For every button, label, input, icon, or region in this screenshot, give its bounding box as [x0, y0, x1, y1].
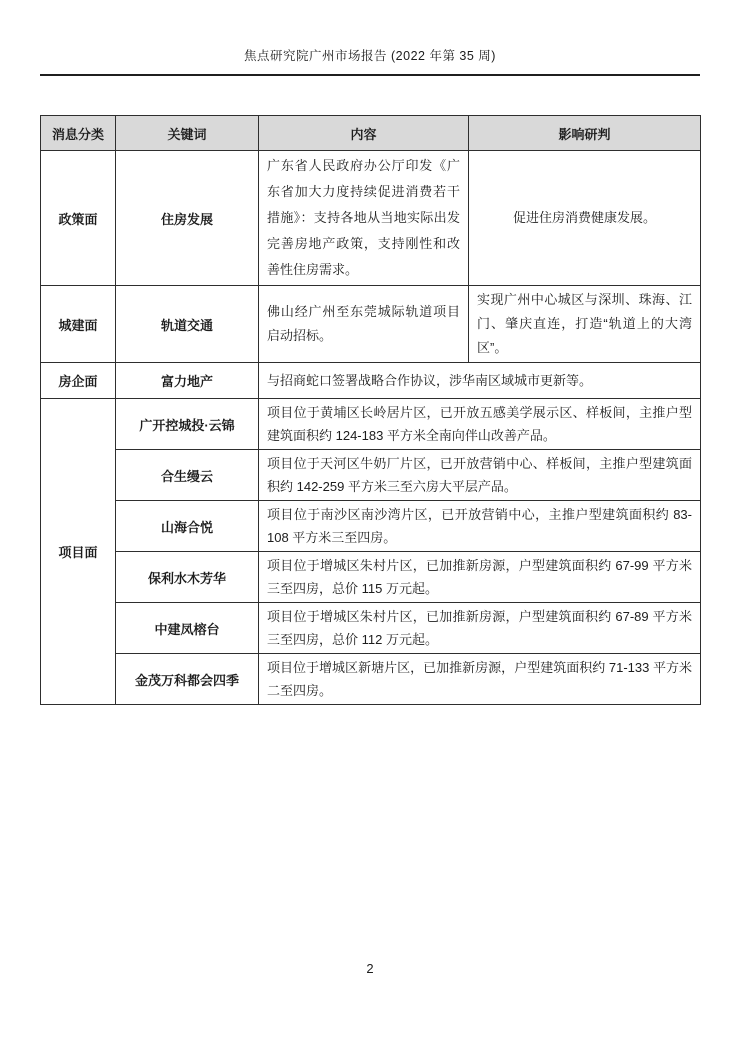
content-cell: 项目位于增城区朱村片区，已加推新房源，户型建筑面积约 67-99 平方米三至四房，总价 115 万元起。: [259, 552, 701, 603]
column-header-category: 消息分类: [41, 116, 116, 151]
content-cell: 与招商蛇口签署战略合作协议，涉华南区域城市更新等。: [259, 363, 701, 399]
table-row: [41, 151, 701, 286]
keyword-cell: 住房发展: [116, 151, 259, 286]
keyword-cell: 广开控城投·云锦: [116, 399, 259, 450]
content-cell: 佛山经广州至东莞城际轨道项目启动招标。: [259, 286, 469, 363]
content-cell: 项目位于南沙区南沙湾片区，已开放营销中心，主推户型建筑面积约 83-108 平方米三至四房。: [259, 501, 701, 552]
column-header-keyword: 关键词: [116, 116, 259, 151]
table-row: [41, 654, 701, 705]
content-cell: 项目位于增城区新塘片区，已加推新房源，户型建筑面积约 71-133 平方米二至四房。: [259, 654, 701, 705]
column-header-impact: 影响研判: [469, 116, 701, 151]
category-cell: 项目面: [41, 399, 116, 705]
content-cell: 项目位于增城区朱村片区，已加推新房源，户型建筑面积约 67-89 平方米三至四房，总价 112 万元起。: [259, 603, 701, 654]
table-row: [41, 603, 701, 654]
table-row: [41, 552, 701, 603]
keyword-cell: 轨道交通: [116, 286, 259, 363]
keyword-cell: 中建凤榕台: [116, 603, 259, 654]
category-cell: 城建面: [41, 286, 116, 363]
news-table: [40, 115, 701, 705]
content-cell: 广东省人民政府办公厅印发《广东省加大力度持续促进消费若干措施》：支持各地从当地实际出发完善房地产政策，支持刚性和改善性住房需求。: [259, 151, 469, 286]
keyword-cell: 富力地产: [116, 363, 259, 399]
report-header: [40, 46, 700, 76]
content-cell: 项目位于黄埔区长岭居片区，已开放五感美学展示区、样板间，主推户型建筑面积约 124-183 平方米全南向伴山改善产品。: [259, 399, 701, 450]
table-row: [41, 286, 701, 363]
category-cell: 房企面: [41, 363, 116, 399]
content-cell: 项目位于天河区牛奶厂片区，已开放营销中心、样板间，主推户型建筑面积约 142-259 平方米三至六房大平层产品。: [259, 450, 701, 501]
impact-cell: 实现广州中心城区与深圳、珠海、江门、肇庆直连，打造“轨道上的大湾区”。: [469, 286, 701, 363]
table-row: [41, 363, 701, 399]
page-number: 2: [366, 961, 374, 976]
table-header-row: [41, 116, 701, 151]
column-header-content: 内容: [259, 116, 469, 151]
category-cell: 政策面: [41, 151, 116, 286]
table-row: [41, 399, 701, 450]
keyword-cell: 金茂万科都会四季: [116, 654, 259, 705]
table-row: [41, 450, 701, 501]
keyword-cell: 保利水木芳华: [116, 552, 259, 603]
keyword-cell: 山海合悦: [116, 501, 259, 552]
keyword-cell: 合生缦云: [116, 450, 259, 501]
table-row: [41, 501, 701, 552]
impact-cell: 促进住房消费健康发展。: [469, 151, 701, 286]
report-title: 焦点研究院广州市场报告 (2022 年第 35 周): [244, 49, 496, 63]
